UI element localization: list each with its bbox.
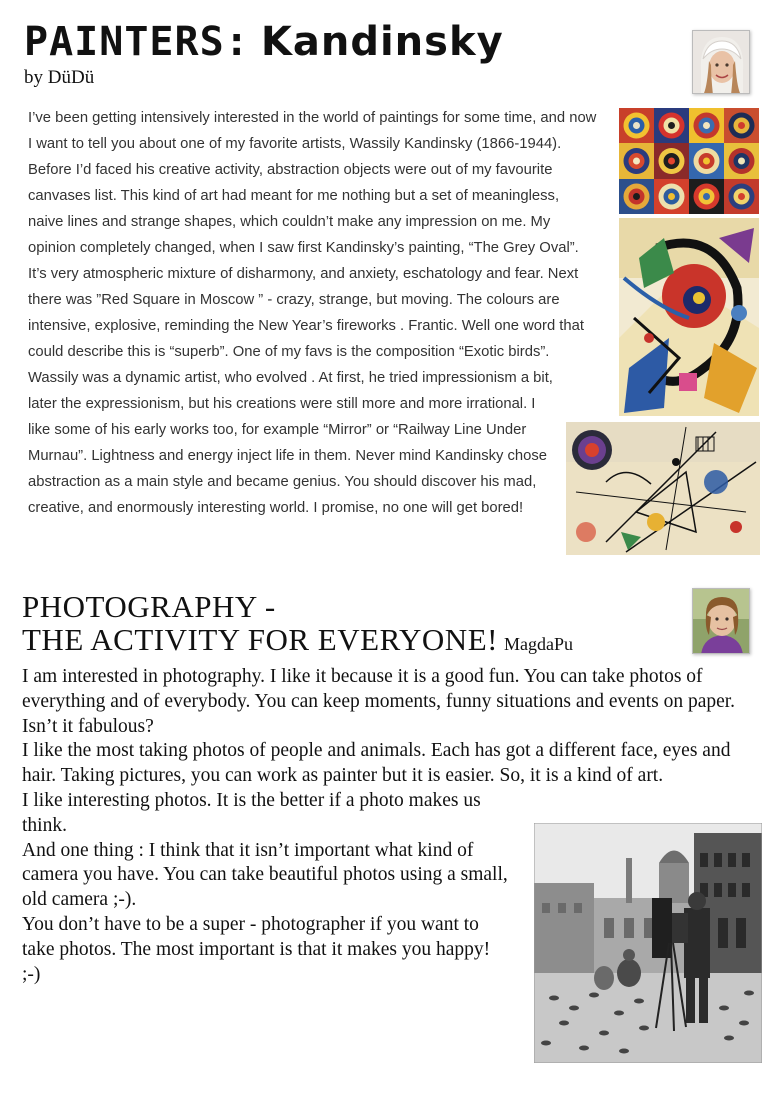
article2-paragraph: You don’t have to be a super - photographer if you want to take photos. The most important is that it makes you happy! ;-) [22, 913, 491, 985]
article2-paragraph: And one thing : I think that it isn’t important what kind of camera you have. You can take beautiful photos using a small, old camera ;-). [22, 839, 508, 911]
article1-author: by DüDü [24, 67, 95, 88]
title-line1: PHOTOGRAPHY - [22, 589, 276, 624]
article1-title [24, 18, 504, 66]
article1-paragraph: Wassily was a dynamic artist, who evolved . At first, he tried impressionism a bit, later the expressionism, but his creations were still more and more irrational. I like some of his early works too, for example “Mirror” or “Railway Line Under Murnau”. Lightness and energy inject life in them. Never mind Kandinsky chose abstraction as a main style and became genius. You should discover his mad, creative, and enormously interesting world. I promise, no one will get bored! [28, 370, 553, 516]
title-name: Kandinsky [260, 19, 504, 65]
article2-paragraph: I am interested in photography. I like it because it is a good fun. You can take photos of everything and of everybody. You can keep moments, funny situations and events on paper. Isn’t it fabulous? [22, 666, 736, 737]
article1-paragraph: I’ve been getting intensively interested in the world of paintings for some time, and now I want to tell you about one of my favorite artists, Wassily Kandinsky (1866-1944). Before I’d faced his creative activity, abstraction objects were out of my favourite canvases list. This kind of art had meant for me nothing but a set of meaningless, naive lines and strange shapes, which couldn’t make any impression on me. My opinion completely changed, when I saw first Kandinsky’s painting, “The Grey Oval”. It’s very atmospheric mixture of disharmony, and anxiety, eschatology and fear. Next there was ”Red Square in Moscow ” - crazy, strange, but moving. The colours are intensive, explosive, reminding the New Year’s fireworks . Frantic. Well one word that could describe this is “superb”. One of my favs is the composition “Exotic birds”. [28, 110, 597, 360]
title-line2: THE ACTIVITY FOR EVERYONE! [22, 622, 498, 657]
title-prefix: PAINTERS: [24, 19, 250, 65]
article2-body [22, 665, 744, 987]
author-avatar-dudu [692, 30, 750, 94]
kandinsky-concentric-circles-painting [619, 108, 759, 214]
article2-paragraph: I like the most taking photos of people and animals. Each has got a different face, eyes and hair. Taking pictures, you can work as painter but it is easier. So, it is a kind of art. [22, 740, 731, 787]
article2-paragraph: I like interesting photos. It is the better if a photo makes us think. [22, 789, 481, 836]
article2-title [22, 590, 573, 661]
kandinsky-abstract-composition-painting [619, 218, 759, 416]
article2-author: MagdaPu [503, 634, 573, 654]
author-avatar-magdapu [692, 588, 750, 654]
article1-body [28, 105, 598, 521]
